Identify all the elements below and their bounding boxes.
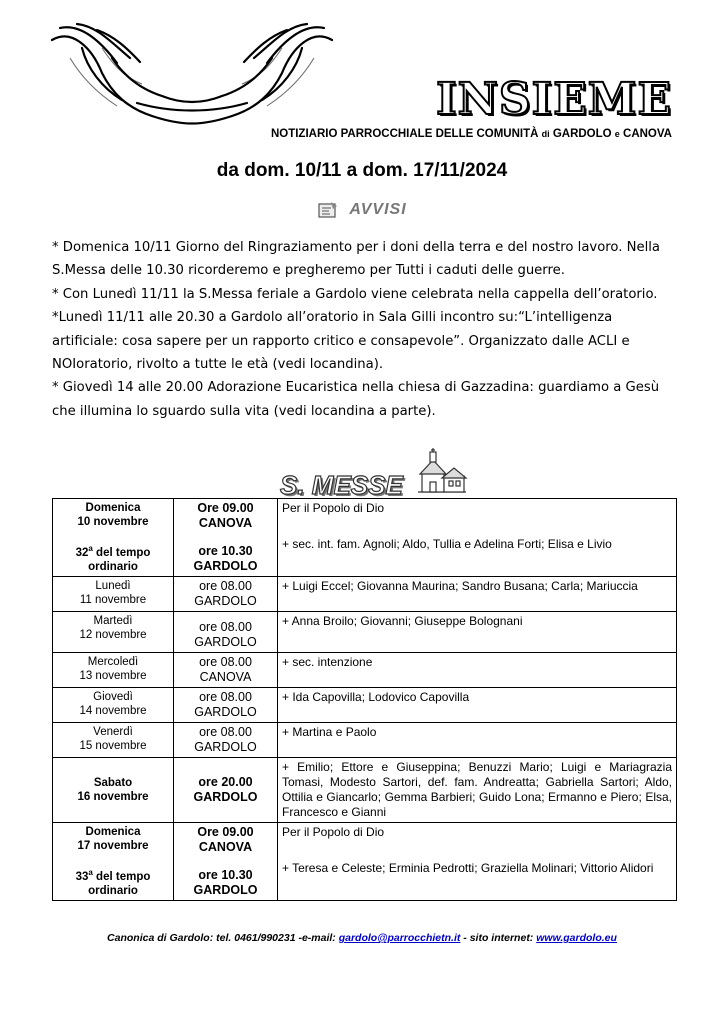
subtitle-part: NOTIZIARIO PARROCCHIALE DELLE COMUNITÀ — [270, 128, 542, 140]
mass-time: ore 08.00 — [199, 725, 252, 739]
mass-time: Ore 09.00 — [197, 501, 254, 515]
mass-time: ore 08.00 — [199, 655, 252, 669]
day-date: 12 novembre — [79, 629, 147, 641]
day-name: Domenica — [85, 502, 141, 514]
website-link[interactable]: www.gardolo.eu — [536, 932, 617, 944]
table-row — [53, 758, 677, 823]
mass-time: ore 10.30 — [198, 868, 253, 882]
day-name: Martedì — [93, 615, 133, 627]
time-cell — [174, 723, 278, 758]
mass-place: CANOVA — [198, 840, 253, 854]
day-cell — [53, 688, 174, 723]
mass-place: GARDOLO — [194, 635, 257, 649]
time-cell — [174, 823, 278, 901]
intention-cell — [278, 499, 677, 577]
mass-place: CANOVA — [199, 670, 252, 684]
subtitle-part: CANOVA — [619, 128, 672, 140]
newsletter-title: INSIEME — [436, 74, 672, 125]
day-cell — [53, 499, 174, 577]
table-row — [53, 823, 677, 901]
masses-table — [52, 498, 677, 901]
email-link[interactable]: gardolo@parrocchietn.it — [338, 932, 461, 944]
day-cell — [53, 823, 174, 901]
day-name: Sabato — [93, 777, 133, 789]
footer-contacts — [0, 932, 724, 944]
day-date: 17 novembre — [77, 840, 149, 852]
day-name: Domenica — [85, 826, 141, 838]
mass-place: GARDOLO — [193, 559, 258, 573]
table-row — [53, 723, 677, 758]
table-row — [53, 612, 677, 653]
notice-item: * Con Lunedì 11/11 la S.Messa feriale a Gardolo viene celebrata nella cappella dell’oratorio. — [52, 286, 658, 302]
intention-cell: + sec. intenzione — [278, 653, 677, 688]
liturgy-part: del tempo — [92, 870, 151, 883]
newsletter-subtitle — [271, 128, 672, 140]
church-icon — [414, 448, 470, 496]
mass-time: ore 08.00 — [199, 579, 252, 593]
day-date: 14 novembre — [79, 705, 147, 717]
table-row — [53, 688, 677, 723]
messe-heading: S. MESSE — [280, 470, 403, 500]
day-date: 16 novembre — [77, 791, 149, 803]
notice-item: * Domenica 10/11 Giorno del Ringraziamento per i doni della terra e del nostro lavoro. Nella S.Messa delle 10.30 ricorderemo e pregheremo per Tutti i caduti delle guerre. — [52, 240, 661, 279]
table-row — [53, 577, 677, 612]
mass-place: GARDOLO — [194, 594, 257, 608]
table-row — [53, 499, 677, 577]
day-cell — [53, 577, 174, 612]
mass-place: GARDOLO — [194, 705, 257, 719]
time-cell — [174, 653, 278, 688]
liturgy-part: 33 — [75, 870, 89, 883]
liturgy-part: del tempo — [92, 546, 151, 559]
notice-pin-icon — [317, 200, 339, 220]
day-cell — [53, 723, 174, 758]
table-row — [53, 653, 677, 688]
subtitle-part: di — [541, 129, 550, 139]
day-cell — [53, 612, 174, 653]
intention-cell — [278, 823, 677, 901]
hands-logo-icon — [42, 18, 342, 128]
notices-list — [52, 236, 672, 423]
mass-place: GARDOLO — [194, 740, 257, 754]
liturgy-part: 32 — [75, 546, 89, 559]
time-cell — [174, 499, 278, 577]
subtitle-part: GARDOLO — [549, 128, 615, 140]
mass-intention: + Teresa e Celeste; Erminia Pedrotti; Graziella Molinari; Vittorio Alidori — [282, 861, 654, 875]
day-date: 10 novembre — [77, 516, 149, 528]
intention-cell: + Luigi Eccel; Giovanna Maurina; Sandro Busana; Carla; Mariuccia — [278, 577, 677, 612]
day-date: 13 novembre — [79, 670, 147, 682]
avvisi-label: AVVISI — [349, 201, 407, 219]
liturgy-label — [57, 866, 169, 884]
mass-place: CANOVA — [198, 516, 253, 530]
mass-time: ore 08.00 — [199, 690, 252, 704]
mass-intention: Per il Popolo di Dio — [282, 825, 385, 839]
mass-intention: Per il Popolo di Dio — [282, 501, 385, 515]
day-name: Giovedì — [93, 691, 133, 703]
intention-cell: + Emilio; Ettore e Giuseppina; Benuzzi Mario; Luigi e Mariagrazia Tomasi, Modesto Sartori, def. fam. Andreatta; Gabriella Sartori; Aldo, Ottilia e Giancarlo; Gemma Barbieri; Guido Lona; Ermanno e Piero; Elsa, Francesco e Gianni — [278, 758, 677, 823]
day-cell — [53, 758, 174, 823]
day-name: Venerdì — [93, 726, 133, 738]
mass-intention: + sec. int. fam. Agnoli; Aldo, Tullia e Adelina Forti; Elisa e Livio — [282, 537, 612, 551]
mass-time: Ore 09.00 — [197, 825, 254, 839]
day-date: 15 novembre — [79, 740, 147, 752]
intention-cell: + Martina e Paolo — [278, 723, 677, 758]
mass-place: GARDOLO — [193, 883, 258, 897]
mass-time: ore 20.00 — [198, 775, 253, 789]
mass-place: GARDOLO — [193, 790, 258, 804]
notice-item: * Giovedì 14 alle 20.00 Adorazione Eucaristica nella chiesa di Gazzadina: guardiamo a Gesù che illumina lo sguardo sulla vita (vedi locandina a parte). — [52, 380, 660, 419]
time-cell — [174, 688, 278, 723]
liturgy-part: ordinario — [88, 560, 138, 573]
day-name: Mercoledì — [87, 656, 139, 668]
time-cell — [174, 612, 278, 653]
mass-time: ore 08.00 — [199, 620, 252, 634]
intention-cell: + Ida Capovilla; Lodovico Capovilla — [278, 688, 677, 723]
avvisi-heading — [0, 200, 724, 220]
footer-text: - sito internet: — [460, 932, 537, 944]
day-name: Lunedì — [95, 580, 131, 592]
intention-cell: + Anna Broilo; Giovanni; Giuseppe Bolognani — [278, 612, 677, 653]
liturgy-label — [57, 542, 169, 560]
subtitle-part: e — [614, 129, 620, 139]
liturgy-part: a — [88, 868, 93, 877]
date-range-heading: da dom. 10/11 a dom. 17/11/2024 — [216, 160, 508, 181]
liturgy-part: ordinario — [88, 884, 138, 897]
day-date: 11 novembre — [79, 594, 147, 606]
time-cell — [174, 577, 278, 612]
footer-text: Canonica di Gardolo: tel. 0461/990231 -e-mail: — [107, 932, 339, 944]
notice-item: *Lunedì 11/11 alle 20.30 a Gardolo all’oratorio in Sala Gilli incontro su:“L’intelligenza artificiale: cosa sapere per un rapporto critico e consapevole”. Organizzato dalle ACLI e NOIoratorio, rivolto a tutte le età (vedi locandina). — [52, 310, 630, 373]
mass-time: ore 10.30 — [198, 544, 253, 558]
time-cell — [174, 758, 278, 823]
liturgy-part: a — [88, 544, 93, 553]
day-cell — [53, 653, 174, 688]
